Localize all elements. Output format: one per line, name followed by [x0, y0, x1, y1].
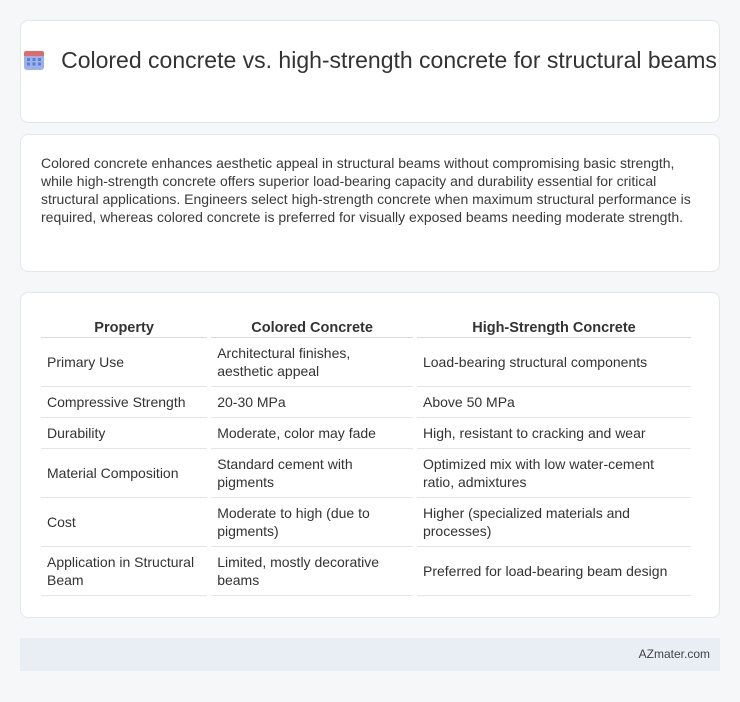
table-cell: Moderate, color may fade: [211, 418, 413, 449]
table-row: [41, 418, 691, 449]
table-cell: Standard cement with pigments: [211, 449, 413, 498]
table-cell: Primary Use: [41, 338, 207, 387]
table-header-row: [41, 315, 691, 338]
table-cell: Cost: [41, 498, 207, 547]
table-cell: Optimized mix with low water-cement ratio, admixtures: [417, 449, 691, 498]
page-title: [21, 45, 719, 75]
header-property: Property: [41, 315, 207, 338]
title-card: [20, 20, 720, 123]
table-cell: 20-30 MPa: [211, 387, 413, 418]
table-cell: Above 50 MPa: [417, 387, 691, 418]
table-row: [41, 498, 691, 547]
comparison-table: [37, 315, 695, 596]
calendar-icon: [23, 49, 45, 71]
table-cell: Moderate to high (due to pigments): [211, 498, 413, 547]
table-cell: Durability: [41, 418, 207, 449]
table-row: [41, 547, 691, 596]
table-row: [41, 387, 691, 418]
table-cell: Higher (specialized materials and processes): [417, 498, 691, 547]
comparison-card: [20, 292, 720, 618]
footer-site-link[interactable]: AZmater.com: [638, 647, 710, 661]
table-row: [41, 338, 691, 387]
table-cell: Limited, mostly decorative beams: [211, 547, 413, 596]
table-cell: Architectural finishes, aesthetic appeal: [211, 338, 413, 387]
table-row: [41, 449, 691, 498]
table-cell: Preferred for load-bearing beam design: [417, 547, 691, 596]
summary-card: [20, 134, 720, 272]
title-text: Colored concrete vs. high-strength concrete for structural beams: [61, 47, 717, 73]
table-cell: Material Composition: [41, 449, 207, 498]
table-cell: Load-bearing structural components: [417, 338, 691, 387]
header-colored-concrete: Colored Concrete: [211, 315, 413, 338]
summary-text: Colored concrete enhances aesthetic appeal in structural beams without compromising basic strength, while high-strength concrete offers superior load-bearing capacity and durability essential for critical structural applications. Engineers select high-strength concrete when maximum structural performance is required, whereas colored concrete is preferred for visually exposed beams needing moderate strength.: [41, 155, 691, 225]
footer-bar: [20, 638, 720, 671]
table-cell: Application in Structural Beam: [41, 547, 207, 596]
header-high-strength-concrete: High-Strength Concrete: [417, 315, 691, 338]
table-cell: High, resistant to cracking and wear: [417, 418, 691, 449]
table-cell: Compressive Strength: [41, 387, 207, 418]
